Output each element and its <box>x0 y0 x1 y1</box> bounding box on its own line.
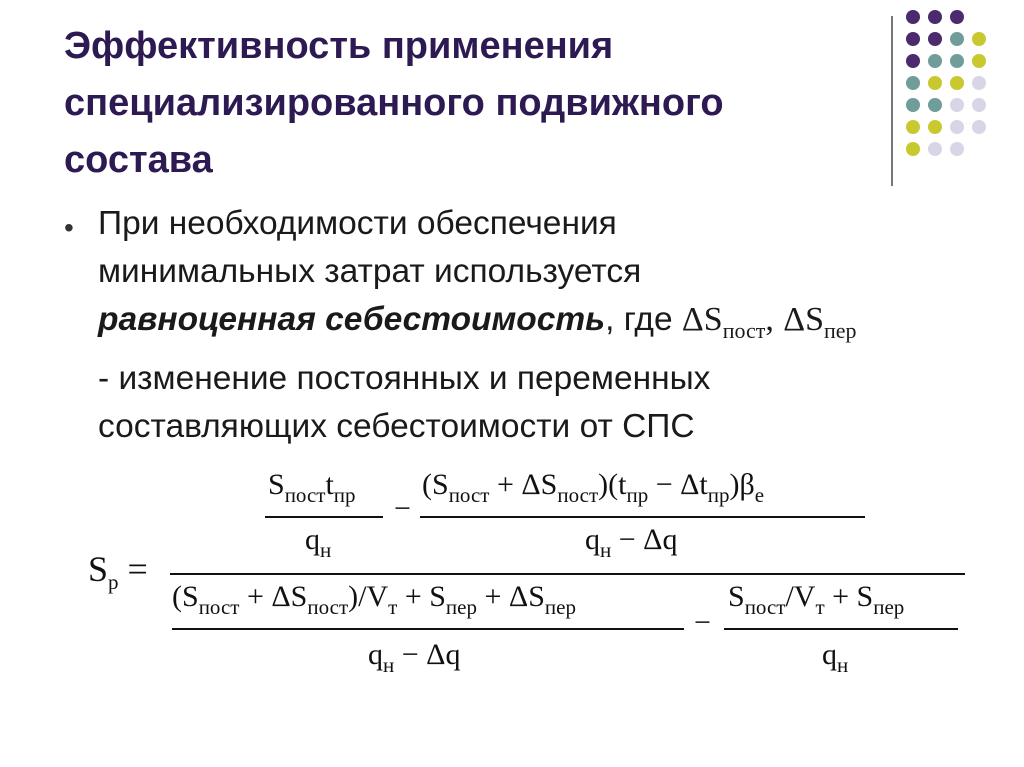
top-right-numerator: $(S_{пост} + \Delta S_{пост})(t_{пр} - \Delta t_{пр})\beta_е$ <box>422 468 765 507</box>
top-right-fraction-bar <box>420 516 865 518</box>
delta-s-per: $\Delta S_{пер}$ <box>783 301 857 343</box>
bullet-marker: • <box>64 212 74 243</box>
body-after-emph: , где <box>605 301 673 338</box>
body-line-4: - изменение постоянных и переменных <box>98 360 711 397</box>
bottom-right-denominator: $q_н$ <box>822 638 849 677</box>
formula-lhs: $S_р$ = <box>88 549 148 594</box>
bottom-left-fraction-bar <box>172 628 684 630</box>
top-minus-sign: − <box>394 492 411 525</box>
top-left-denominator: $q_н$ <box>305 523 332 562</box>
emphasized-term: равноценная себестоимость <box>98 301 606 338</box>
delta-s-post: $\Delta S_{пост}$ <box>681 301 766 343</box>
top-left-fraction-bar <box>265 516 383 518</box>
main-fraction-bar <box>170 573 965 575</box>
delta-comma: , <box>765 301 774 338</box>
bottom-left-numerator: $(S_{пост} + \Delta S_{пост})/V_т + S_{пер} + \Delta S_{пер}$ <box>172 580 576 619</box>
body-line-2: минимальных затрат используется <box>98 253 642 290</box>
bottom-left-denominator: $q_н - \Delta q$ <box>368 638 461 677</box>
title-line-2: специализированного подвижного <box>64 82 724 124</box>
bottom-minus-sign: − <box>694 606 711 639</box>
bottom-right-numerator: $S_{пост}/V_т + S_{пер}$ <box>728 580 905 619</box>
title-line-1: Эффективность применения <box>64 25 614 67</box>
top-right-denominator: $q_н - \Delta q$ <box>585 523 678 562</box>
top-left-numerator: $S_{пост}t_{пр}$ <box>268 468 356 507</box>
body-line-1: При необходимости обеспечения <box>98 205 617 242</box>
body-line-5: составляющих себестоимости от СПС <box>98 408 695 445</box>
bottom-right-fraction-bar <box>724 628 958 630</box>
title-line-3: состава <box>64 139 213 181</box>
